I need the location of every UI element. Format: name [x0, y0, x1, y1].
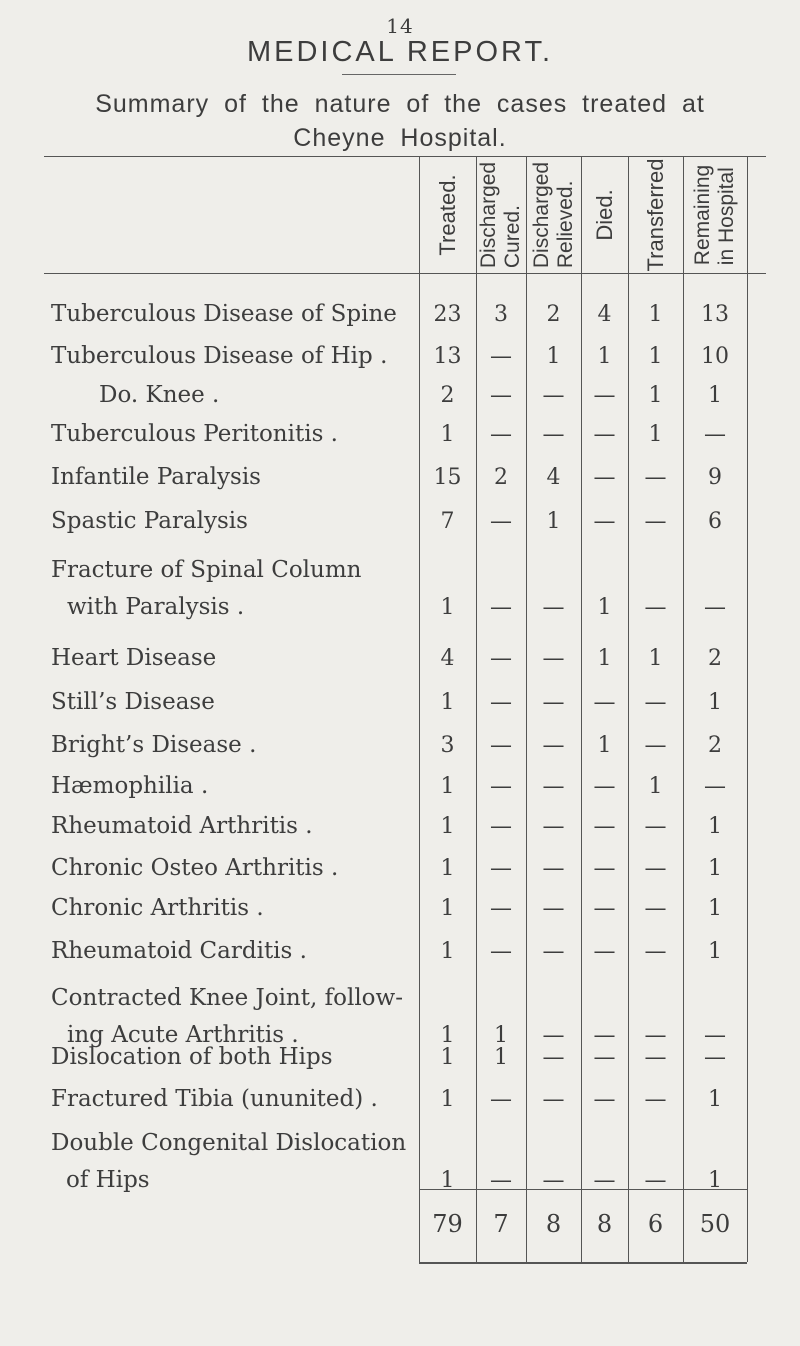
column-header [476, 158, 526, 272]
row-label-continuation: with Paralysis . [67, 594, 245, 620]
table-cell: — [593, 896, 616, 921]
table-cell: — [593, 465, 616, 490]
row-label-text: Hæmophilia . [51, 773, 209, 799]
table-cell: 2 [708, 733, 722, 758]
row-label [51, 416, 338, 453]
table-cell: 1 [597, 595, 612, 620]
row-label-text: Rheumatoid Arthritis . [51, 813, 313, 839]
table-cell: 1 [440, 1168, 455, 1193]
total-cell: 6 [647, 1210, 664, 1238]
header-top-rule [44, 156, 766, 157]
table-cell: — [542, 646, 565, 671]
table-cell: — [490, 344, 512, 369]
table-cell: — [644, 939, 667, 964]
table-cell: 1 [648, 383, 663, 408]
table-cell: — [542, 1045, 565, 1070]
column-header-text: Relieved. [553, 180, 577, 269]
table-cell: 1 [546, 509, 561, 534]
totals-bottom-rule [419, 1262, 747, 1264]
table-cell: 1 [440, 690, 455, 715]
column-header-text: Cured. [501, 205, 524, 269]
table-cell: 1 [597, 646, 612, 671]
table-cell: — [644, 595, 667, 620]
table-cell: 1 [708, 1168, 722, 1193]
table-cell: — [542, 774, 565, 799]
table-cell: 1 [494, 1023, 508, 1048]
row-label [51, 1081, 378, 1118]
row-label [51, 1125, 406, 1199]
row-label-text: Heart Disease [51, 645, 217, 671]
total-cell: 79 [432, 1210, 463, 1238]
table-cell: — [542, 383, 565, 408]
table-cell: 1 [440, 1087, 455, 1112]
table-cell: 4 [440, 646, 455, 671]
table-cell: 6 [708, 509, 722, 534]
table-cell: — [490, 646, 512, 671]
table-cell: — [542, 856, 565, 881]
column-header [628, 158, 683, 272]
table-cell: 1 [440, 1023, 455, 1048]
row-label [51, 1039, 333, 1076]
row-label-text: Tuberculous Disease of Hip . [51, 343, 388, 369]
table-cell: — [542, 1023, 565, 1048]
table-cell: 10 [701, 344, 729, 369]
row-label-text: Infantile Paralysis [51, 464, 261, 490]
column-header-text: Remaining [691, 164, 714, 266]
table-cell: — [704, 774, 726, 799]
table-cell: 1 [708, 383, 722, 408]
header-bottom-rule [44, 273, 766, 274]
row-label-text: Dislocation of both Hips [51, 1044, 333, 1070]
column-header [419, 158, 476, 272]
row-label-text: Tuberculous Disease of Spine [51, 301, 397, 327]
table-cell: 13 [701, 302, 729, 327]
row-label-text: Chronic Arthritis . [51, 895, 264, 921]
row-label-text: Double Congenital Dislocation [51, 1130, 407, 1156]
table-cell: 1 [597, 733, 612, 758]
table-cell: — [593, 1045, 616, 1070]
table-cell: — [542, 1168, 565, 1193]
table-cell: 2 [708, 646, 722, 671]
column-header [683, 158, 747, 272]
row-label [51, 640, 216, 677]
row-label-text: Spastic Paralysis [51, 508, 248, 534]
table-cell: — [542, 595, 565, 620]
table-cell: — [542, 1087, 565, 1112]
table-cell: — [644, 1087, 667, 1112]
row-label [51, 503, 248, 540]
table-cell: — [490, 690, 512, 715]
subtitle-line-1: Summary of the nature of the cases treated at [95, 90, 705, 118]
row-label-text: Fracture of Spinal Column [51, 557, 362, 583]
table-cell: — [593, 814, 616, 839]
table-cell: 1 [708, 856, 722, 881]
total-cell: 8 [545, 1210, 562, 1238]
total-cell: 7 [493, 1210, 509, 1238]
row-label [51, 768, 208, 805]
table-cell: — [644, 465, 667, 490]
total-cell: 50 [699, 1210, 731, 1238]
table-cell: 1 [494, 1045, 508, 1070]
table-cell: — [644, 733, 667, 758]
table-cell: 4 [597, 302, 612, 327]
table-cell: 1 [440, 774, 455, 799]
subtitle-line-2: Cheyne Hospital. [293, 124, 507, 152]
table-cell: — [593, 1168, 616, 1193]
table-cell: 1 [546, 344, 561, 369]
table-cell: 13 [433, 344, 462, 369]
row-label-text: Chronic Osteo Arthritis . [51, 855, 339, 881]
table-cell: — [644, 1045, 667, 1070]
row-label-text: Rheumatoid Carditis . [51, 938, 307, 964]
column-header-label [691, 165, 739, 265]
table-cell: 1 [440, 595, 455, 620]
table-cell: 1 [708, 690, 722, 715]
table-cell: — [542, 690, 565, 715]
table-cell: — [593, 690, 616, 715]
table-cell: — [490, 1087, 512, 1112]
table-cell: — [644, 690, 667, 715]
table-cell: — [490, 856, 512, 881]
table-cell: — [593, 422, 616, 447]
row-label-continuation: ing Acute Arthritis . [67, 1022, 299, 1048]
table-cell: 1 [648, 646, 663, 671]
row-label [51, 933, 307, 970]
table-cell: 1 [440, 814, 455, 839]
table-cell: 1 [440, 856, 455, 881]
table-cell: — [644, 856, 667, 881]
table-cell: 23 [433, 302, 462, 327]
table-cell: — [542, 939, 565, 964]
row-label-continuation: of Hips [66, 1167, 150, 1193]
column-header-text: in Hospital [715, 167, 738, 266]
table-cell: 1 [440, 1045, 455, 1070]
table-cell: — [704, 595, 726, 620]
column-header [526, 158, 581, 272]
column-header-text: Died. [591, 189, 617, 241]
table-cell: — [490, 896, 512, 921]
table-cell: 3 [494, 302, 508, 327]
table-cell: — [593, 856, 616, 881]
table-cell: 1 [708, 814, 722, 839]
row-label [51, 890, 264, 927]
table-cell: 3 [440, 733, 455, 758]
column-header-label [593, 189, 617, 240]
table-cell: 1 [648, 344, 663, 369]
table-cell: — [593, 1023, 616, 1048]
table-cell: 2 [546, 302, 561, 327]
table-cell: — [704, 422, 726, 447]
report-title: MEDICAL REPORT. [246, 36, 554, 68]
row-label [51, 850, 338, 887]
column-header-text: Transferred [642, 158, 668, 272]
table-cell: — [593, 383, 616, 408]
table-cell: 9 [708, 465, 722, 490]
table-cell: — [490, 814, 512, 839]
table-cell: 1 [708, 1087, 722, 1112]
table-cell: — [490, 733, 512, 758]
column-header-text: Discharged [529, 161, 553, 269]
table-cell: — [644, 509, 667, 534]
row-label-text: Tuberculous Peritonitis . [51, 421, 338, 447]
table-cell: — [704, 1023, 726, 1048]
row-label [51, 684, 215, 721]
table-cell: — [490, 939, 512, 964]
table-cell: — [593, 939, 616, 964]
table-cell: 1 [440, 422, 455, 447]
table-cell: 1 [597, 344, 612, 369]
table-cell: — [542, 814, 565, 839]
row-label [51, 296, 397, 333]
table-cell: — [490, 774, 512, 799]
row-label [51, 727, 256, 764]
table-cell: — [490, 595, 512, 620]
column-header-text: Treated. [434, 174, 460, 256]
row-label-text: Fractured Tibia (ununited) . [51, 1086, 378, 1112]
table-cell: — [542, 422, 565, 447]
table-cell: 1 [440, 896, 455, 921]
table-cell: — [542, 733, 565, 758]
column-header-label [477, 162, 525, 268]
total-cell: 8 [596, 1210, 613, 1238]
table-cell: 2 [440, 383, 455, 408]
table-cell: — [704, 1045, 726, 1070]
row-label [51, 552, 361, 626]
table-cell: — [490, 1168, 512, 1193]
table-cell: — [490, 383, 512, 408]
table-cell: — [593, 774, 616, 799]
table-cell: — [644, 1168, 667, 1193]
table-cell: — [644, 814, 667, 839]
column-header-label [436, 174, 460, 255]
row-label-text: Bright’s Disease . [51, 732, 257, 758]
row-label-text: Do. Knee . [99, 382, 220, 408]
table-cell: — [644, 896, 667, 921]
column-header [581, 158, 628, 272]
table-cell: — [542, 896, 565, 921]
table-cell: 1 [440, 939, 455, 964]
table-cell: — [490, 509, 512, 534]
table-cell: — [490, 422, 512, 447]
column-header-label [530, 162, 578, 268]
table-cell: 1 [648, 422, 663, 447]
row-label [51, 338, 387, 375]
table-cell: 2 [494, 465, 508, 490]
table-cell: — [593, 1087, 616, 1112]
table-cell: 1 [648, 302, 663, 327]
row-label-text: Contracted Knee Joint, follow- [51, 985, 403, 1011]
table-cell: — [593, 509, 616, 534]
table-cell: 1 [708, 896, 722, 921]
column-header-text: Discharged [477, 161, 500, 269]
table-cell: — [644, 1023, 667, 1048]
table-cell: 1 [648, 774, 663, 799]
table-cell: 1 [708, 939, 722, 964]
table-cell: 15 [433, 465, 462, 490]
column-header-label [644, 159, 668, 272]
row-label-text: Still’s Disease [51, 689, 215, 715]
page-number: 14 [386, 14, 414, 38]
table-cell: 7 [440, 509, 455, 534]
table-cell: 4 [546, 465, 561, 490]
row-label [51, 459, 261, 496]
title-rule [342, 74, 456, 75]
row-label [51, 808, 313, 845]
column-rule [747, 156, 748, 1262]
row-label [51, 377, 219, 414]
